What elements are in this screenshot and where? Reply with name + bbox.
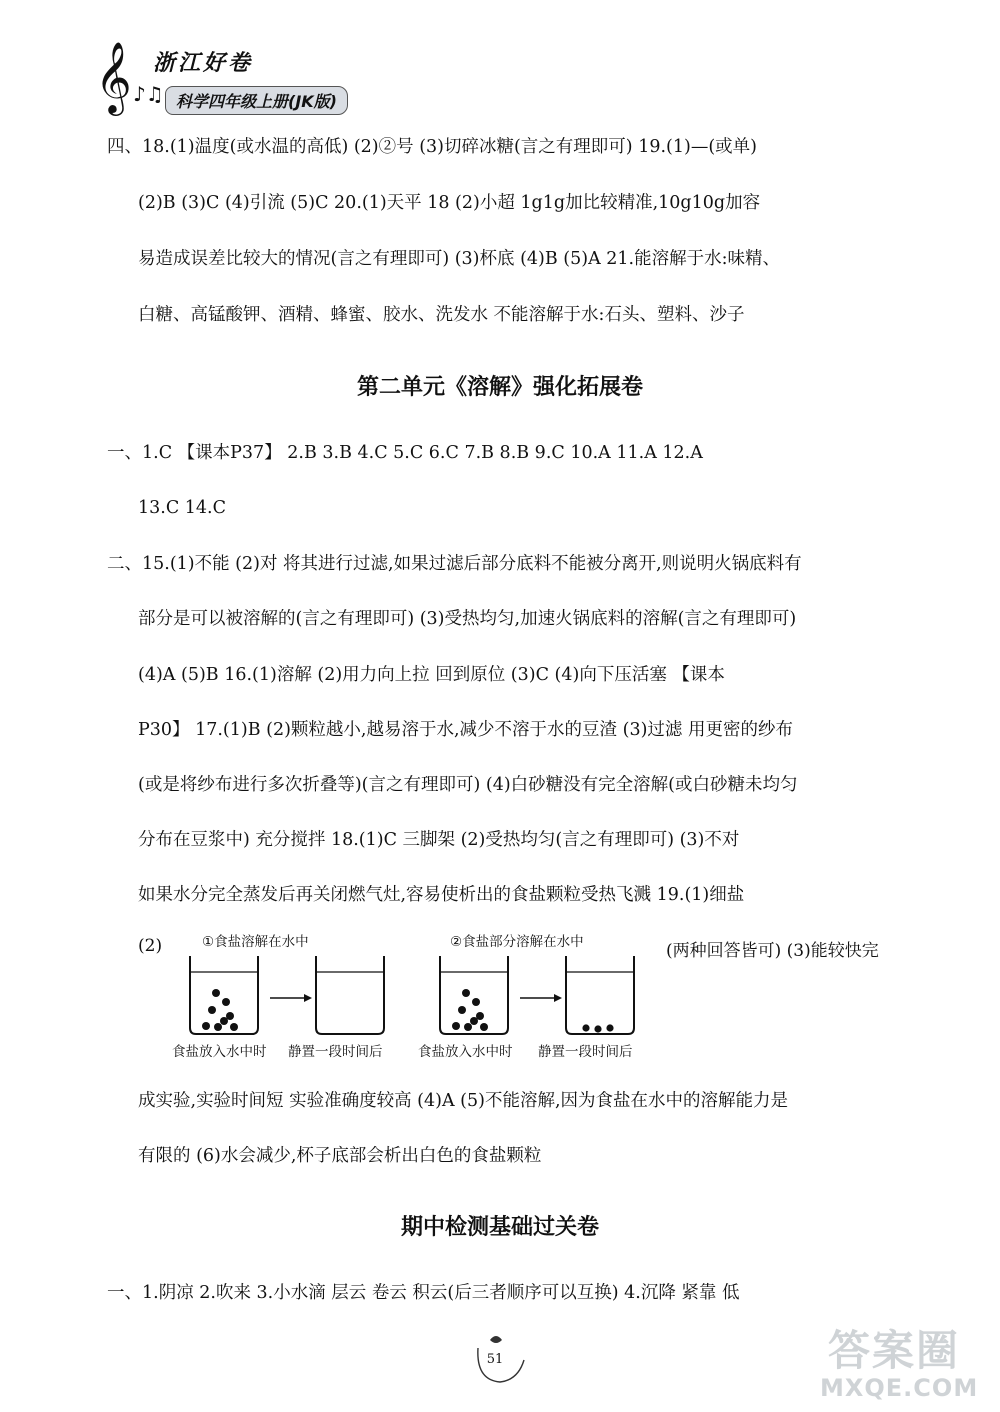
page-number-text: 51 <box>486 1352 504 1367</box>
watermark-url: MXQE.COM <box>820 1374 979 1402</box>
figure-label-2: ②食盐部分溶解在水中 <box>450 934 584 950</box>
treble-clef-icon: 𝄞 <box>95 40 132 113</box>
caption-after-1: 静置一段时间后 <box>288 1044 383 1060</box>
answer-line: (4)A (5)B 16.(1)溶解 (2)用力向上拉 回到原位 (3)C (4)向下压活塞 【课本 <box>138 665 725 685</box>
answer-line: 一、1.C 【课本P37】 2.B 3.B 4.C 5.C 6.C 7.B 8.B 9.C 10.A 11.A 12.A <box>107 443 703 463</box>
answer-line: P30】 17.(1)B (2)颗粒越小,越易溶于水,减少不溶于水的豆渣 (3)过滤 用更密的纱布 <box>138 720 793 740</box>
answer-line: 二、15.(1)不能 (2)对 将其进行过滤,如果过滤后部分底料不能被分离开,则说明火锅底料有 <box>107 554 802 574</box>
beaker-after-1 <box>316 956 384 1034</box>
answer-line: (或是将纱布进行多次折叠等)(言之有理即可) (4)白砂糖没有完全溶解(或白砂糖未均匀 <box>138 775 798 795</box>
beaker-before-1 <box>190 956 258 1034</box>
subject-badge: 科学四年级上册(JK版) <box>165 86 348 115</box>
section-title: 第二单元《溶解》强化拓展卷 <box>356 375 643 400</box>
answer-line: 四、18.(1)温度(或水温的高低) (2)②号 (3)切碎冰糖(言之有理即可) 19.(1)—(或单) <box>107 137 757 157</box>
music-notes-icon: ♪♫ <box>133 82 164 106</box>
series-title: 浙江好卷 <box>153 50 254 76</box>
book-header <box>95 42 385 120</box>
answer-line: 部分是可以被溶解的(言之有理即可) (3)受热均匀,加速火锅底料的溶解(言之有理即可) <box>138 609 797 629</box>
answer-line: 如果水分完全蒸发后再关闭燃气灶,容易使析出的食盐颗粒受热飞溅 19.(1)细盐 <box>138 885 745 905</box>
figure-prefix: (2) <box>138 936 163 956</box>
watermark <box>820 1318 980 1408</box>
beaker-before-2 <box>440 956 508 1034</box>
answer-line: 易造成误差比较大的情况(言之有理即可) (3)杯底 (4)B (5)A 21.能溶解于水:味精、 <box>138 249 780 269</box>
answer-line: 白糖、高锰酸钾、酒精、蜂蜜、胶水、洗发水 不能溶解于水:石头、塑料、沙子 <box>138 305 745 325</box>
beaker-figure <box>138 928 938 1068</box>
figure-label-1: ①食盐溶解在水中 <box>202 934 309 950</box>
caption-before-2: 食盐放入水中时 <box>418 1044 513 1060</box>
caption-before-1: 食盐放入水中时 <box>172 1044 267 1060</box>
arrow-2 <box>520 994 562 1002</box>
page-number <box>470 1330 530 1390</box>
arrow-1 <box>270 994 312 1002</box>
figure-note: (两种回答皆可) (3)能较快完 <box>666 941 879 961</box>
section-title: 期中检测基础过关卷 <box>400 1215 599 1240</box>
watermark-logo: 答案圈 <box>828 1326 961 1375</box>
beaker-after-2 <box>566 956 634 1034</box>
answer-line: 一、1.阴凉 2.吹来 3.小水滴 层云 卷云 积云(后三者顺序可以互换) 4.沉降 紧靠 低 <box>107 1283 740 1303</box>
caption-after-2: 静置一段时间后 <box>538 1044 633 1060</box>
answer-line: 13.C 14.C <box>138 498 227 518</box>
answer-line: 成实验,实验时间短 实验准确度较高 (4)A (5)不能溶解,因为食盐在水中的溶解能力是 <box>138 1091 789 1111</box>
answer-line: (2)B (3)C (4)引流 (5)C 20.(1)天平 18 (2)小超 1g1g加比较精准,10g10g加容 <box>138 193 761 213</box>
answer-line: 分布在豆浆中) 充分搅拌 18.(1)C 三脚架 (2)受热均匀(言之有理即可) (3)不对 <box>138 830 740 850</box>
answer-line: 有限的 (6)水会减少,杯子底部会析出白色的食盐颗粒 <box>138 1146 542 1166</box>
